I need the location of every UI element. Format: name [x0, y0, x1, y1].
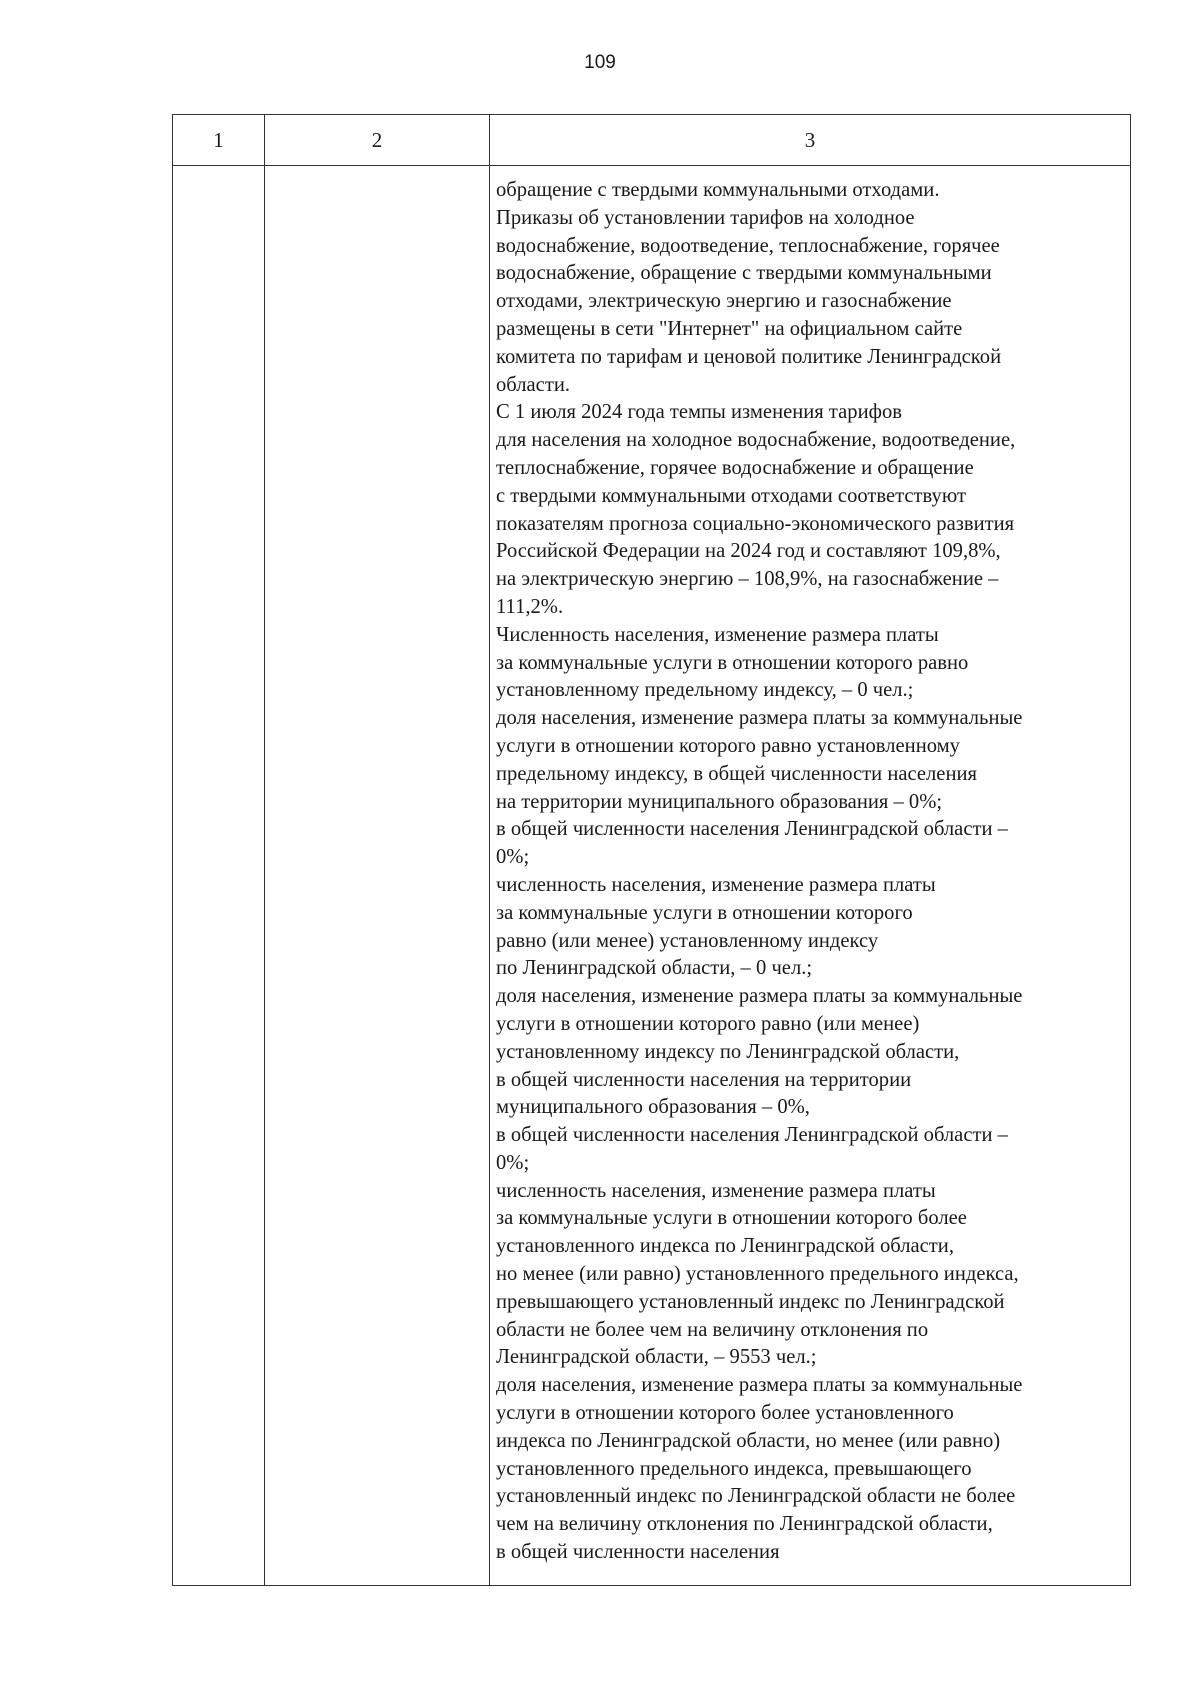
text-line: для населения на холодное водоснабжение, водоотведение, — [496, 429, 1016, 452]
text-line: в общей численности населения на территории — [496, 1068, 912, 1091]
text-line: комитета по тарифам и ценовой политике Ленинградской — [496, 345, 1002, 368]
text-line: в общей численности населения Ленинградской области – — [496, 1124, 1008, 1147]
text-line: установленного предельного индекса, превышающего — [496, 1457, 972, 1480]
text-line: индекса по Ленинградской области, но менее (или равно) — [496, 1429, 1001, 1452]
text-line: обращение с твердыми коммунальными отходами. — [496, 179, 940, 201]
text-line: но менее (или равно) установленного предельного индекса, — [496, 1263, 1019, 1286]
text-line: области не более чем на величину отклонения по — [496, 1318, 929, 1341]
text-line: услуги в отношении которого равно установленному — [496, 734, 960, 757]
text-line: 111,2%. — [496, 595, 564, 618]
text-line: Российской Федерации на 2024 год и составляют 109,8%, — [496, 540, 1001, 563]
text-line: услуги в отношении которого равно (или менее) — [496, 1012, 920, 1035]
text-line: численность населения, изменение размера платы — [496, 1179, 936, 1202]
text-line: С 1 июля 2024 года темпы изменения тарифов — [496, 401, 902, 424]
text-line: доля населения, изменение размера платы за коммунальные — [496, 707, 1023, 730]
text-line: доля населения, изменение размера платы за коммунальные — [496, 1374, 1023, 1397]
text-line: показателям прогноза социально-экономического развития — [496, 512, 1015, 535]
text-line: по Ленинградской области, – 0 чел.; — [496, 957, 813, 980]
text-line: теплоснабжение, горячее водоснабжение и обращение — [496, 456, 974, 479]
text-line: установленному индексу по Ленинградской области, — [496, 1040, 960, 1063]
text-line: чем на величину отклонения по Ленинградской области, — [496, 1513, 993, 1536]
text-line: водоснабжение, обращение с твердыми коммунальными — [496, 262, 992, 285]
text-line: на территории муниципального образования – 0%; — [496, 790, 943, 813]
text-line: установленного индекса по Ленинградской области, — [496, 1235, 954, 1258]
text-line: Приказы об установлении тарифов на холодное — [496, 206, 915, 229]
text-line: предельному индексу, в общей численности населения — [496, 762, 977, 785]
text-line: установленному предельному индексу, – 0 чел.; — [496, 679, 914, 702]
text-line: 0%; — [496, 846, 530, 869]
text-line: 0%; — [496, 1151, 530, 1174]
text-line: за коммунальные услуги в отношении которого — [496, 901, 913, 924]
text-line: в общей численности населения — [496, 1541, 780, 1564]
table-row — [173, 166, 1131, 1586]
text-line: Численность населения, изменение размера платы — [496, 623, 939, 646]
document-table — [172, 114, 1131, 1586]
text-line: размещены в сети "Интернет" на официальном сайте — [496, 317, 963, 340]
text-line: в общей численности населения Ленинградской области – — [496, 818, 1008, 841]
text-line: превышающего установленный индекс по Ленинградской — [496, 1290, 1005, 1313]
table-header-row — [173, 115, 1131, 166]
column-header-2: 2 — [265, 115, 490, 166]
text-line: отходами, электрическую энергию и газоснабжение — [496, 290, 952, 313]
text-line: с твердыми коммунальными отходами соответствуют — [496, 484, 966, 507]
text-line: услуги в отношении которого более установленного — [496, 1402, 954, 1425]
column-header-1: 1 — [173, 115, 265, 166]
text-line: доля населения, изменение размера платы за коммунальные — [496, 985, 1023, 1008]
cell-column-2 — [265, 166, 490, 1586]
page-number: 109 — [584, 52, 616, 73]
text-line: на электрическую энергию – 108,9%, на газоснабжение – — [496, 568, 999, 591]
text-line: за коммунальные услуги в отношении которого равно — [496, 651, 969, 674]
column-3-text — [490, 166, 1130, 1567]
text-line: равно (или менее) установленному индексу — [496, 929, 879, 952]
text-line: численность населения, изменение размера платы — [496, 873, 936, 896]
text-line: области. — [496, 373, 570, 396]
text-line: Ленинградской области, – 9553 чел.; — [496, 1346, 817, 1369]
text-line: установленный индекс по Ленинградской области не более — [496, 1485, 1016, 1508]
cell-column-1 — [173, 166, 265, 1586]
cell-column-3 — [490, 166, 1131, 1586]
text-line: муниципального образования – 0%, — [496, 1096, 810, 1119]
column-header-3: 3 — [490, 115, 1131, 166]
text-line: за коммунальные услуги в отношении которого более — [496, 1207, 967, 1230]
text-line: водоснабжение, водоотведение, теплоснабжение, горячее — [496, 234, 1000, 257]
